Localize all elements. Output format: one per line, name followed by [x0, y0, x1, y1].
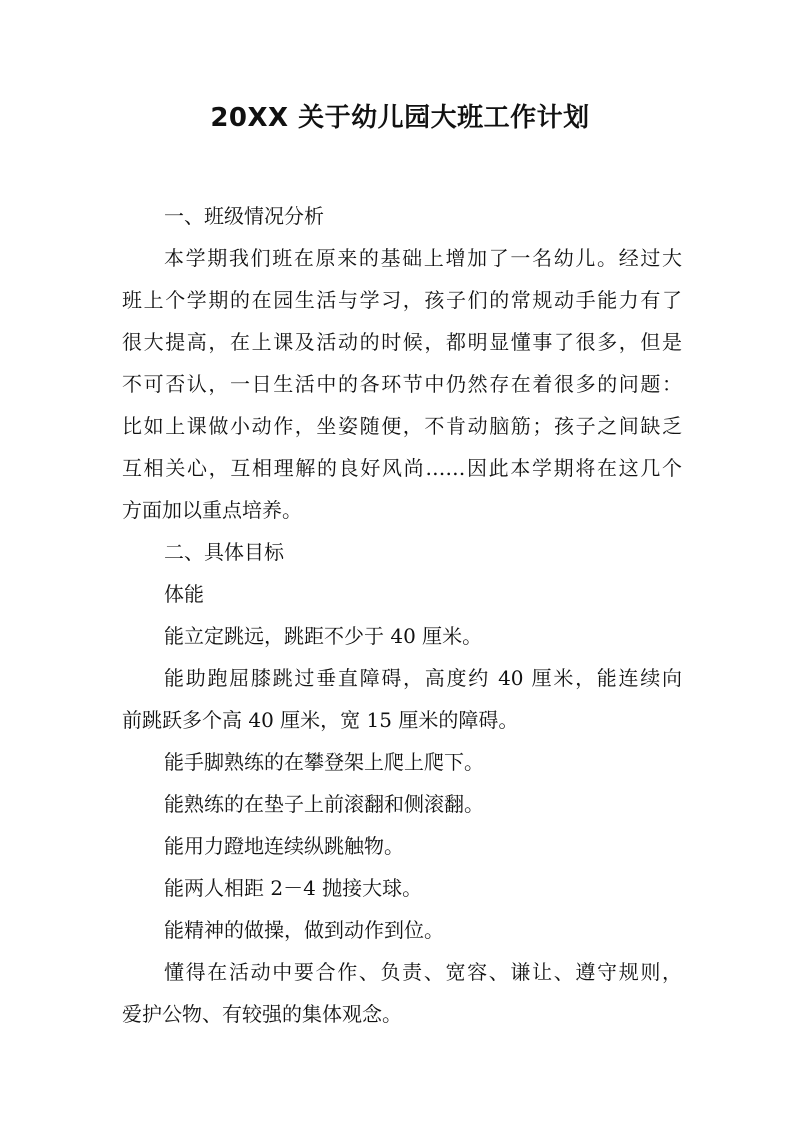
paragraph-line-text: 能助跑屈膝跳过垂直障碍，高度约 40 厘米，能连续向 — [164, 666, 682, 690]
paragraph-line — [122, 951, 682, 993]
paragraph-line — [122, 573, 682, 615]
paragraph-line-text: 不可否认，一日生活中的各环节中仍然存在着很多的问题： — [122, 372, 682, 396]
paragraph-line — [122, 363, 682, 405]
paragraph-line-text: 能手脚熟练的在攀登架上爬上爬下。 — [164, 750, 484, 774]
paragraph-line — [122, 447, 682, 489]
paragraph-line-text: 方面加以重点培养。 — [122, 498, 302, 522]
paragraph-line — [122, 321, 682, 363]
paragraph-line-text: 体能 — [164, 582, 204, 606]
paragraph-line — [122, 279, 682, 321]
paragraph-line — [122, 783, 682, 825]
paragraph-line — [122, 405, 682, 447]
paragraph-line-text: 能立定跳远，跳距不少于 40 厘米。 — [164, 624, 483, 648]
paragraph-line — [122, 825, 682, 867]
paragraph-line-text: 爱护公物、有较强的集体观念。 — [122, 1002, 402, 1026]
paragraph-line-text: 互相关心，互相理解的良好风尚……因此本学期将在这几个 — [122, 456, 682, 480]
paragraph-line — [122, 867, 682, 909]
paragraph-line — [122, 195, 682, 237]
paragraph-line — [122, 699, 682, 741]
paragraph-line — [122, 237, 682, 279]
paragraph-line-text: 能熟练的在垫子上前滚翻和侧滚翻。 — [164, 792, 484, 816]
paragraph-line — [122, 489, 682, 531]
paragraph-line — [122, 909, 682, 951]
paragraph-line-text: 班上个学期的在园生活与学习，孩子们的常规动手能力有了 — [122, 288, 682, 312]
paragraph-line-text: 很大提高，在上课及活动的时候，都明显懂事了很多，但是 — [122, 330, 682, 354]
paragraph-line-text: 能精神的做操，做到动作到位。 — [164, 918, 444, 942]
document-title: 20XX 关于幼儿园大班工作计划 — [210, 103, 590, 133]
paragraph-line-text: 前跳跃多个高 40 厘米，宽 15 厘米的障碍。 — [122, 708, 519, 732]
document-body — [122, 195, 682, 1035]
paragraph-line-text: 二、具体目标 — [164, 540, 284, 564]
paragraph-line-text: 懂得在活动中要合作、负责、宽容、谦让、遵守规则， — [164, 960, 682, 984]
paragraph-line — [122, 657, 682, 699]
paragraph-line-text: 本学期我们班在原来的基础上增加了一名幼儿。经过大 — [164, 246, 682, 270]
paragraph-line — [122, 531, 682, 573]
paragraph-line-text: 能两人相距 2－4 抛接大球。 — [164, 876, 423, 900]
paragraph-line-text: 比如上课做小动作，坐姿随便，不肯动脑筋；孩子之间缺乏 — [122, 414, 682, 438]
paragraph-line — [122, 741, 682, 783]
paragraph-line-text: 一、班级情况分析 — [164, 204, 324, 228]
paragraph-line-text: 能用力蹬地连续纵跳触物。 — [164, 834, 404, 858]
paragraph-line — [122, 993, 682, 1035]
paragraph-line — [122, 615, 682, 657]
